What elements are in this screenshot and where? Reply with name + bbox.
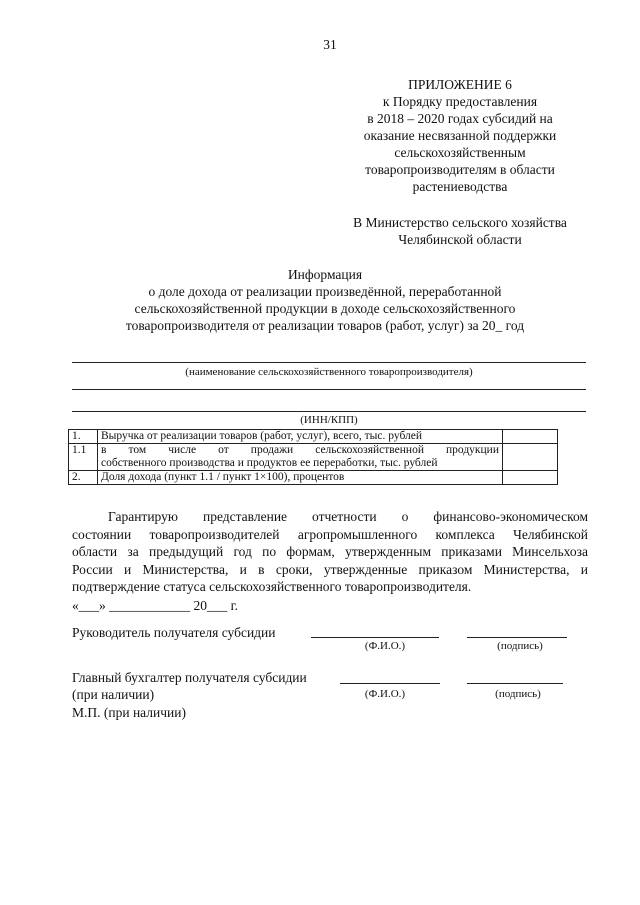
table-row [69, 430, 558, 444]
head-label: Руководитель получателя субсидии [72, 625, 276, 640]
page-number: 31 [323, 37, 337, 52]
stamp-label: М.П. (при наличии) [72, 705, 186, 720]
row-value [503, 444, 558, 471]
guarantee-line: России и Министерства, и в сроки, утвержденные приказом Министерства, и [72, 561, 588, 577]
income-table [68, 429, 558, 485]
guarantee-line: подтверждение статуса сельскохозяйственного товаропроизводителя. [72, 579, 472, 594]
producer-name-line [72, 362, 586, 363]
row-value [503, 430, 558, 444]
info-heading [60, 266, 590, 334]
row-text-multiline [98, 444, 503, 471]
head-fio-line [311, 637, 439, 638]
info-line: сельскохозяйственной продукции в доходе сельскохозяйственного [134, 301, 516, 316]
addressee-block [330, 214, 590, 248]
row-value [503, 471, 558, 485]
appendix-line: к Порядку предоставления [382, 94, 538, 109]
accountant-fio-caption: (Ф.И.О.) [364, 688, 406, 700]
appendix-line: в 2018 – 2020 годах субсидий на [367, 111, 553, 126]
appendix-line: товаропроизводителям в области [365, 162, 555, 177]
info-line: о доле дохода от реализации произведённой, переработанной [148, 284, 502, 299]
row-text-line: в том числе от продажи сельскохозяйственной продукции [101, 444, 499, 456]
inn-kpp-caption: (ИНН/КПП) [300, 414, 358, 426]
appendix-block [330, 76, 590, 195]
table-row [69, 471, 558, 485]
producer-name-caption: (наименование сельскохозяйственного товаропроизводителя) [185, 366, 473, 378]
guarantee-line: области за предыдущий год по формам, утвержденным приказами Минсельхоза [72, 544, 588, 559]
guarantee-line: состоянии товаропроизводителей агропромышленного комплекса Челябинской [72, 526, 588, 542]
addressee-line: В Министерство сельского хозяйства [353, 215, 567, 230]
accountant-if-any: (при наличии) [72, 687, 155, 702]
producer-name-line-2 [72, 389, 586, 390]
accountant-sign-line [467, 683, 563, 684]
head-fio-caption: (Ф.И.О.) [364, 640, 406, 652]
row-text: Доля дохода (пункт 1.1 / пункт 1×100), процентов [98, 471, 503, 485]
guarantee-line: Гарантирую представление отчетности о финансово-экономическом [108, 509, 588, 524]
date-line: «___» ____________ 20___ г. [72, 598, 239, 613]
table-row [69, 444, 558, 471]
addressee-line: Челябинской области [398, 232, 522, 247]
appendix-line: растениеводства [412, 179, 508, 194]
head-sign-caption: (подпись) [497, 640, 543, 652]
accountant-label: Главный бухгалтер получателя субсидии [72, 670, 307, 685]
info-title: Информация [287, 267, 363, 282]
guarantee-paragraph [72, 508, 588, 596]
inn-kpp-line [72, 411, 586, 412]
appendix-line: сельскохозяйственным [394, 145, 526, 160]
row-text: Выручка от реализации товаров (работ, услуг), всего, тыс. рублей [98, 430, 503, 444]
head-sign-line [467, 637, 567, 638]
accountant-sign-caption: (подпись) [495, 688, 541, 700]
row-text-line: собственного производства и продуктов ее переработки, тыс. рублей [101, 457, 438, 469]
row-number: 2. [69, 471, 98, 485]
row-number: 1.1 [69, 444, 98, 471]
appendix-line: оказание несвязанной поддержки [363, 128, 557, 143]
accountant-fio-line [340, 683, 440, 684]
appendix-title: ПРИЛОЖЕНИЕ 6 [408, 77, 512, 92]
row-number: 1. [69, 430, 98, 444]
info-line: товаропроизводителя от реализации товаров (работ, услуг) за 20_ год [125, 318, 525, 333]
